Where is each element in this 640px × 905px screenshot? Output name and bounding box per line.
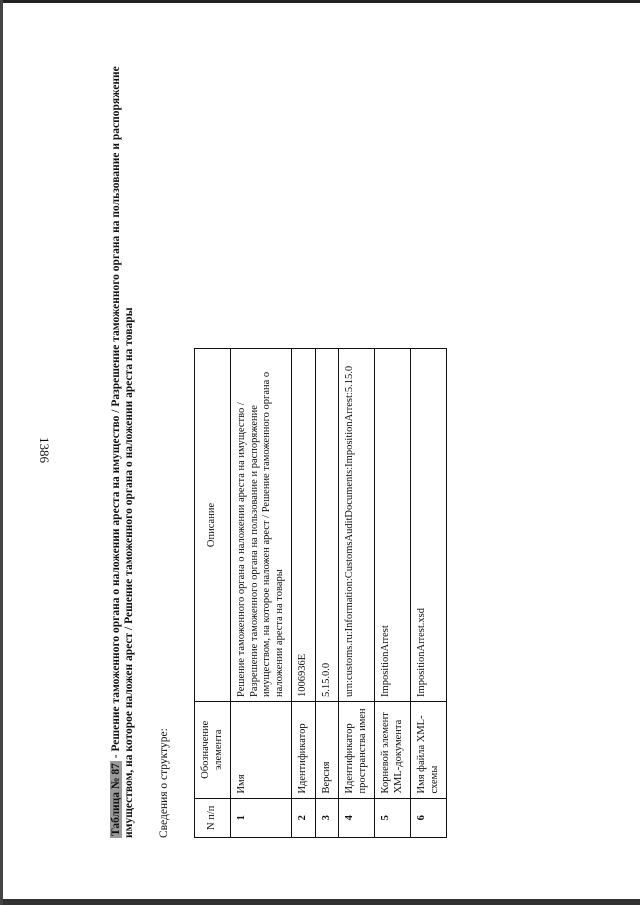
row-description: ImpositionArrest.xsd	[411, 349, 447, 702]
page-number: 1386	[37, 437, 52, 463]
header-description: Описание	[195, 349, 231, 702]
rotated-document-sheet	[110, 38, 610, 838]
row-element-name: Имя файла XML-схемы	[411, 701, 447, 798]
row-element-name: Версия	[315, 701, 339, 798]
table-header-row	[195, 349, 231, 838]
scan-edge-top	[0, 0, 640, 3]
row-number: 3	[315, 798, 339, 837]
row-element-name: Имя	[231, 701, 292, 798]
table-row	[375, 349, 411, 838]
structure-table	[194, 348, 447, 838]
row-description: ImpositionArrest	[375, 349, 411, 702]
table-row	[231, 349, 292, 838]
row-number: 5	[375, 798, 411, 837]
header-number: N п/п	[195, 798, 231, 837]
table-row	[339, 349, 375, 838]
scan-edge-bottom	[0, 899, 640, 905]
row-element-name: Корневой элемент XML-документа	[375, 701, 411, 798]
structure-subtitle: Сведения о структуре:	[158, 728, 170, 838]
table-number-label: Таблица № 87	[110, 763, 122, 836]
row-element-name: Идентификатор пространства имен	[339, 701, 375, 798]
table-row	[292, 349, 316, 838]
table-row	[315, 349, 339, 838]
row-description: Решение таможенного органа о наложении ареста на имущество / Разрешение таможенного органа на пользование и распоряжение имуществом, на которое наложен арест / Решение таможенного органа о наложении ареста на товары	[231, 349, 292, 702]
row-description: 5.15.0.0	[315, 349, 339, 702]
header-element-name: Обозначение элемента	[195, 701, 231, 798]
row-number: 2	[292, 798, 316, 837]
row-number: 1	[231, 798, 292, 837]
row-element-name: Идентификатор	[292, 701, 316, 798]
table-title-text: - Решение таможенного органа о наложении ареста на имущество / Разрешение таможенного органа на пользование и распоряжение имуществом, на которое наложен арест / Решение таможенного органа о наложении ареста на товары	[110, 66, 135, 838]
table-title	[110, 48, 135, 838]
row-description: 1006936E	[292, 349, 316, 702]
scan-edge-left	[0, 0, 3, 905]
page-number-container	[38, 437, 58, 471]
row-description: urn:customs.ru:Information:CustomsAuditDocuments:ImpositionArrest:5.15.0	[339, 349, 375, 702]
table-row	[411, 349, 447, 838]
row-number: 6	[411, 798, 447, 837]
row-number: 4	[339, 798, 375, 837]
